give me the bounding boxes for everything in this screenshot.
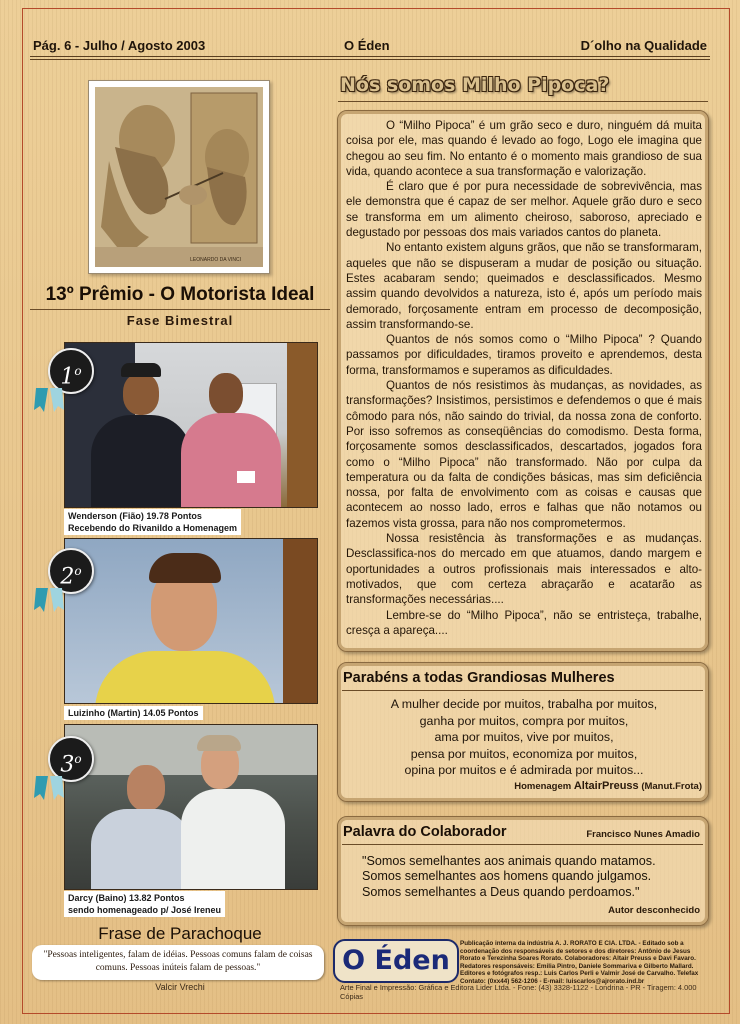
poem-line: opina por muitos e é admirada por muitos... (404, 763, 644, 778)
second-place-caption: Luizinho (Martin) 14.05 Pontos (64, 706, 203, 720)
article-paragraph: Quantos de nós resistimos às mudanças, as novidades, as transformações? Insistimos, persistimos e defendemos o que é mais cômodo para nós, não saindo do trivial, da nossa zona de conforto. Por isso sofremos as conseqüências do comodismo. Desta forma, forçosamente somos desclassificados, descartados, jogados fora como o “Milho Pipoca” não transformado. Não por culpa da temperatura ou da falta de condições básicas, mas sim deficiência nossa, por falta de envolvimento com as coisas e causas que acontecem ao nosso lado, erros e falhas que não notamos ou fazemos vista grossa, para não nos comprometermos. (346, 379, 702, 530)
article-paragraph: No entanto existem alguns grãos, que não se transformaram, aqueles que não se dispuseram a mudar de posição ou situação. Estes acabaram sendo; queimados e desclassificados. Mesmo assim quando devolvidos a natureza, isto é, após um período mais demorado, forçosamente entram em processo de decomposição, assim transformando-se. (346, 241, 702, 331)
article-title: Nós somos Milho Pipoca? (340, 74, 610, 96)
page-date-header: Pág. 6 - Julho / Agosto 2003 (33, 38, 206, 53)
artwork-frame (88, 80, 270, 274)
o-eden-logo: O Éden (333, 939, 459, 983)
article-paragraph: Lembre-se do “Milho Pipoca”, não se entristeça, trabalhe, cresça a apareça.... (346, 608, 702, 637)
poem-line: pensa por muitos, economiza por muitos, (410, 746, 638, 761)
header-rule (30, 56, 710, 57)
poem-line: ama por muitos, vive por muitos, (434, 730, 614, 745)
publication-name-header: O Éden (344, 38, 390, 53)
first-place-photo (64, 342, 318, 508)
first-place-ribbon-icon (34, 388, 64, 414)
frase-title: Frase de Parachoque (98, 924, 262, 943)
third-place-ribbon-icon (34, 776, 64, 802)
davinci-artwork-image (95, 87, 263, 267)
mulheres-title-rule (342, 690, 703, 691)
colaborador-quote-author: Autor desconhecido (608, 905, 700, 916)
frase-author: Valcir Vrechi (155, 982, 205, 992)
mulheres-title: Parabéns a todas Grandiosas Mulheres (343, 670, 615, 686)
section-header: D´olho na Qualidade (580, 38, 707, 53)
quote-line: Somos semelhantes aos homens quando julgamos. (362, 869, 652, 884)
article-title-rule (338, 101, 708, 102)
header-rule-secondary (30, 59, 710, 60)
publication-credits: Publicação interna da indústria A. J. RORATO E CIA. LTDA. - Editado sob a coordenação dos responsáveis de setores e dos diretores: Antônio de Jesus Rorato e Terezinha Soares Rorato. Colaboradores: Altair Preuss e Davi Favaro. Redatores responsáveis: Emilia Pintro, Daniele Sommariva e Gilberto Mallard. Editores e fotógrafos resp.: Luis Carlos Perli e Valmir José de Carvalho. Telefax Contato: (0xx44) 562-1206 - E-mail: luiscarlos@ajrorato.ind.br (460, 940, 699, 985)
second-place-badge: 2$^o$ (48, 548, 94, 594)
article-paragraph: O “Milho Pipoca” é um grão seco e duro, ninguém dá muita coisa por ele, mas quando é levado ao fogo, Logo ele imagina que chegou ao seu fim. No entanto é o momento mais grandioso de sua vida, quando acontece a sua transformação e valorização. (346, 119, 702, 178)
article-paragraph: Quantos de nós somos como o “Milho Pipoca” ? Quando passamos por dificuldades, tiramos proveito e aprendemos, desta forma, transformamos e superamos as dificuldades. (346, 333, 702, 377)
sculpted-faces-illustration (95, 87, 263, 267)
award-title: 13º Prêmio - O Motorista Ideal (45, 284, 315, 305)
colaborador-quote (362, 854, 692, 900)
poem-line: ganha por muitos, compra por muitos, (419, 713, 629, 728)
frase-quote: "Pessoas inteligentes, falam de idéias. Pessoas comuns falam de coisas comuns. Pessoas inúteis falam de pessoas." (43, 950, 313, 973)
third-place-badge: 3$^o$ (48, 736, 94, 782)
colaborador-title-rule (342, 844, 703, 845)
mulheres-credit: Homenagem AltairPreuss (Manut.Frota) (514, 780, 702, 792)
award-title-rule (30, 309, 330, 310)
second-place-ribbon-icon (34, 588, 64, 614)
colaborador-title: Palavra do Colaborador (343, 824, 507, 840)
mulheres-poem (340, 696, 708, 779)
quote-line: "Somos semelhantes aos animais quando matamos. (362, 854, 656, 868)
second-place-photo (64, 538, 318, 704)
colaborador-name: Francisco Nunes Amadio (586, 829, 700, 840)
artwork-signature: LEONARDO DA VINCI (190, 257, 241, 263)
article-paragraph: Nossa resistência às transformações e as mudanças. Desclassifica-nos do mercado em que atuamos, dando margem e oportunidades a outros profissionais mais interessados e alto-motivados, que com certeza abraçarão e acatarão as transformações necessárias.... (346, 532, 702, 607)
print-footer: Arte Final e Impressão: Gráfica e Editora Lider Ltda. - Fone: (43) 3328-1122 - Londrina - PR - Tiragem: 4.000 Cópias (340, 983, 697, 1001)
quote-line: Somos semelhantes a Deus quando perdoamos." (362, 884, 640, 899)
poem-line: A mulher decide por muitos, trabalha por muitos, (390, 697, 658, 711)
award-subtitle: Fase Bimestral (126, 313, 234, 328)
third-place-photo (64, 724, 318, 890)
article-body (346, 118, 702, 638)
third-place-caption: Darcy (Baino) 13.82 Pontos sendo homenageado p/ José Ireneu (64, 891, 225, 917)
first-place-badge: 1$^o$ (48, 348, 94, 394)
article-paragraph: É claro que é por pura necessidade de sobrevivência, mas ele demonstra que é capaz de ser melhor. Aquele grão duro e seco se transforma em um alimento cheiroso, saboroso, apreciado e degustado por pessoas dos mais variados cantos do planeta. (346, 180, 702, 240)
first-place-caption: Wenderson (Fião) 19.78 Pontos Recebendo do Rivanildo a Homenagem (64, 509, 241, 535)
